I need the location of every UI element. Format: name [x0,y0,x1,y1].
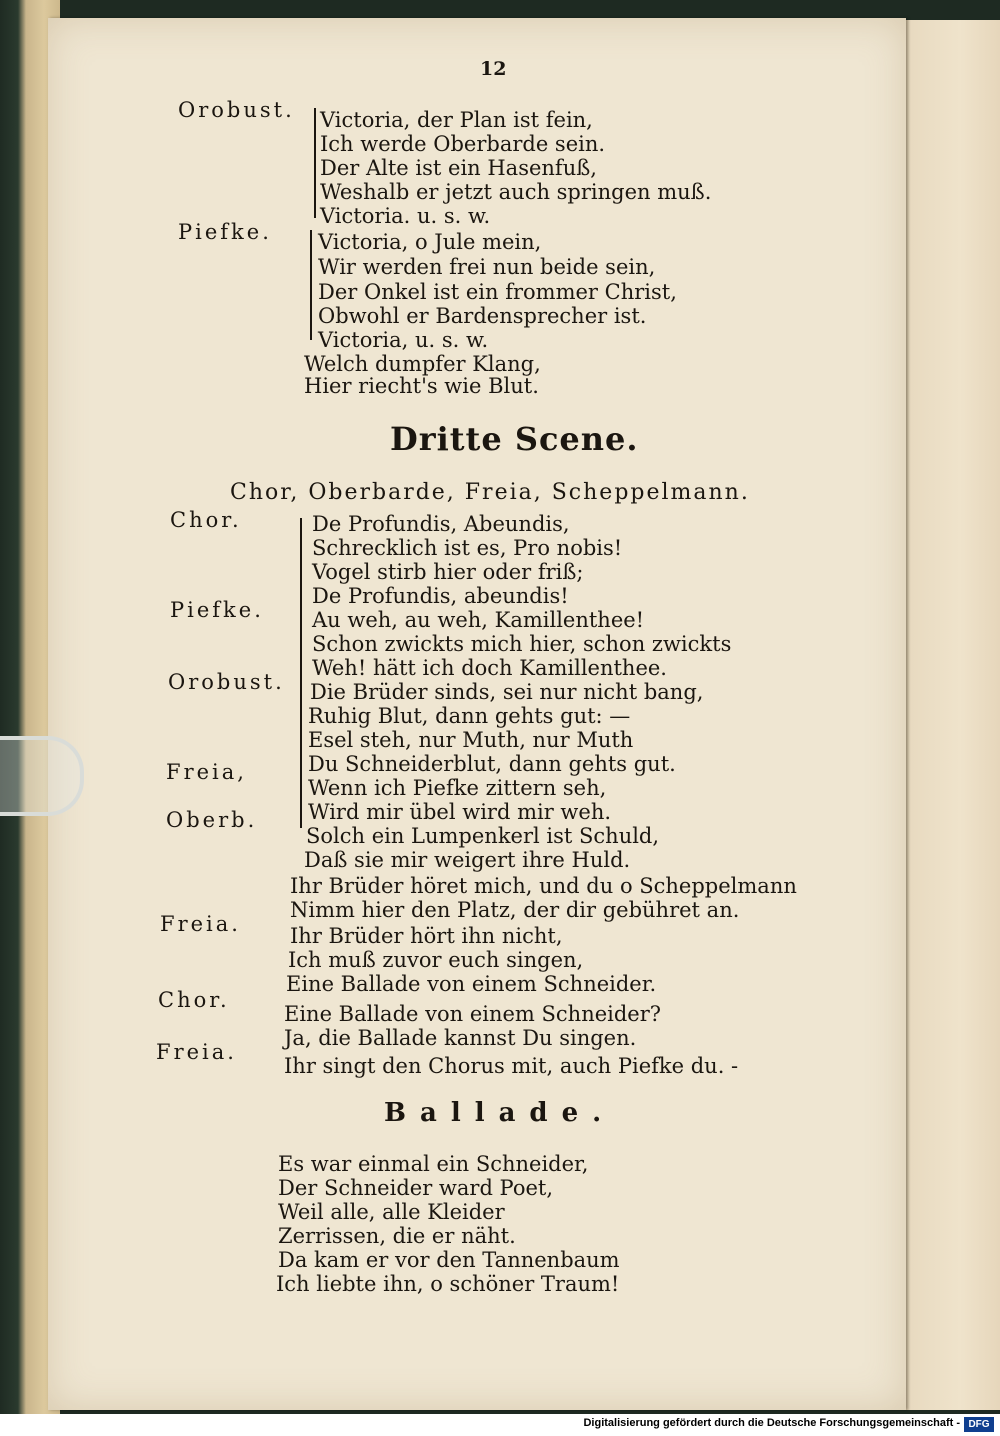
verse-line: De Profundis, Abeundis, [312,512,570,536]
verse-line: Ich liebte ihn, o schöner Traum! [276,1272,620,1296]
footer-bar [0,1414,1000,1436]
speaker-label: Freia, [166,760,247,784]
verse-line: Victoria, u. s. w. [318,328,489,352]
verse-line: Victoria, o Jule mein, [318,230,542,254]
verse-line: Ich werde Oberbarde sein. [320,132,606,156]
page-number: 12 [480,58,507,80]
ballade-title: Ballade. [384,1098,616,1128]
verse-line: Au weh, au weh, Kamillenthee! [312,608,645,632]
verse-line: Eine Ballade von einem Schneider? [284,1002,662,1026]
dfg-logo-icon: DFG [964,1417,994,1432]
speaker-label: Orobust. [168,670,285,694]
verse-line: Zerrissen, die er näht. [278,1224,516,1248]
verse-line: Victoria. u. s. w. [320,204,491,228]
next-page-edge [900,20,1000,1410]
book-page [48,18,906,1410]
verse-line: Der Onkel ist ein frommer Christ, [318,280,677,304]
verse-line: Vogel stirb hier oder friß; [312,560,584,584]
verse-line: Daß sie mir weigert ihre Huld. [304,848,631,872]
brace [300,518,308,828]
verse-line: Die Brüder sinds, sei nur nicht bang, [310,680,704,704]
verse-line: Ich muß zuvor euch singen, [288,948,584,972]
speaker-label: Piefke. [170,598,264,622]
verse-line: Welch dumpfer Klang, [304,352,541,376]
verse-line: Schrecklich ist es, Pro nobis! [312,536,623,560]
footer-credit: Digitalisierung gefördert durch die Deutsche Forschungsgemeinschaft - [583,1417,960,1429]
speaker-label: Oberb. [166,808,258,832]
verse-line: Schon zwickts mich hier, schon zwickts [312,632,732,656]
page-clip [0,736,84,816]
speaker-label: Orobust. [178,98,295,122]
verse-line: Solch ein Lumpenkerl ist Schuld, [306,824,660,848]
verse-line: Hier riecht's wie Blut. [304,374,539,398]
scene-title: Dritte Scene. [390,420,639,458]
verse-line: Da kam er vor den Tannenbaum [278,1248,620,1272]
verse-line: Nimm hier den Platz, der dir gebühret an. [290,898,740,922]
verse-line: Weil alle, alle Kleider [278,1200,505,1224]
verse-line: Ihr Brüder hört ihn nicht, [290,924,563,948]
verse-line: Victoria, der Plan ist fein, [320,108,593,132]
speaker-label: Freia. [160,912,241,936]
verse-line: De Profundis, abeundis! [312,584,569,608]
brace [310,230,318,340]
verse-line: Wird mir übel wird mir weh. [308,800,612,824]
speaker-label: Chor. [170,508,242,532]
speaker-label: Chor. [158,988,230,1012]
verse-line: Ihr Brüder höret mich, und du o Scheppelmann [290,874,797,898]
cast-list: Chor, Oberbarde, Freia, Scheppelmann. [230,480,750,505]
verse-line: Ihr singt den Chorus mit, auch Piefke du. - [284,1054,739,1078]
verse-line: Es war einmal ein Schneider, [278,1152,589,1176]
verse-line: Ja, die Ballade kannst Du singen. [284,1026,637,1050]
verse-line: Weshalb er jetzt auch springen muß. [320,180,712,204]
verse-line: Esel steh, nur Muth, nur Muth [308,728,634,752]
verse-line: Der Alte ist ein Hasenfuß, [320,156,597,180]
speaker-label: Piefke. [178,220,272,244]
speaker-label: Freia. [156,1040,237,1064]
verse-line: Wir werden frei nun beide sein, [318,255,656,279]
verse-line: Du Schneiderblut, dann gehts gut. [308,752,676,776]
verse-line: Eine Ballade von einem Schneider. [286,972,657,996]
verse-line: Ruhig Blut, dann gehts gut: — [308,704,631,728]
verse-line: Obwohl er Bardensprecher ist. [318,304,647,328]
verse-line: Weh! hätt ich doch Kamillenthee. [312,656,667,680]
verse-line: Wenn ich Piefke zittern seh, [308,776,607,800]
verse-line: Der Schneider ward Poet, [278,1176,554,1200]
